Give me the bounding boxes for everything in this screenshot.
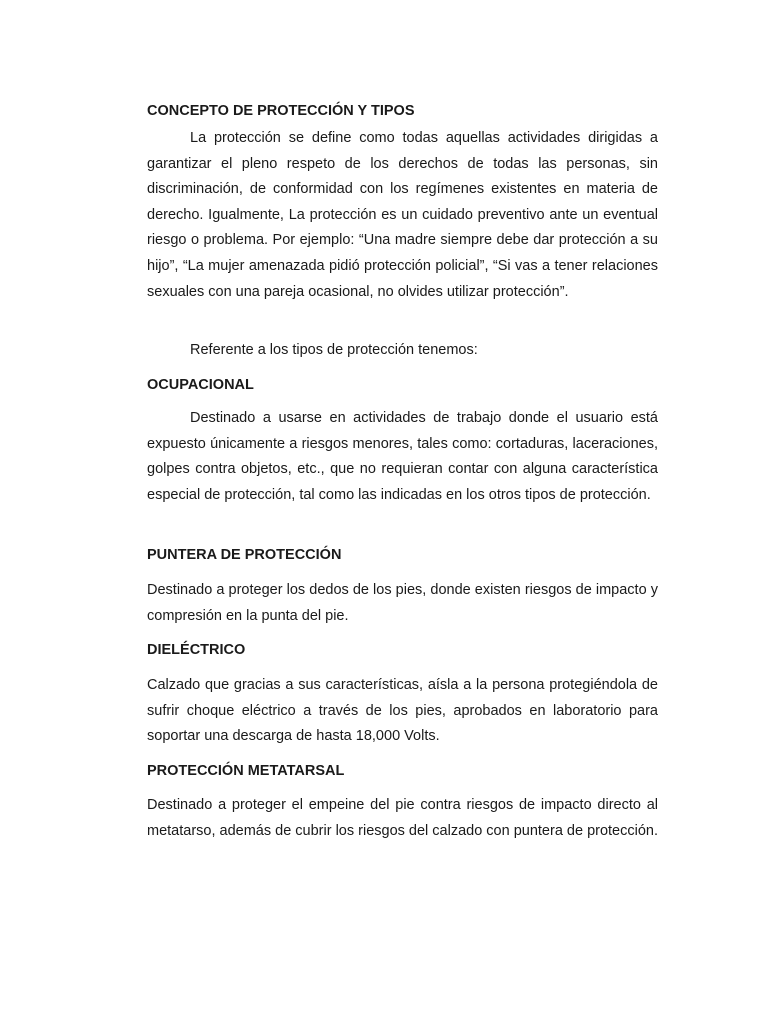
section-heading-puntera: PUNTERA DE PROTECCIÓN <box>147 547 342 563</box>
section-text-metatarsal: Destinado a proteger el empeine del pie contra riesgos de impacto directo al metatarso, además de cubrir los riesgos del calzado con puntera de protección. <box>147 797 659 839</box>
section-text-puntera: Destinado a proteger los dedos de los pies, donde existen riesgos de impacto y compresión en la punta del pie. <box>147 582 658 624</box>
section-heading-metatarsal: PROTECCIÓN METATARSAL <box>147 763 345 779</box>
section-text-ocupacional: Destinado a usarse en actividades de trabajo donde el usuario está expuesto únicamente a riesgos menores, tales como: cortaduras, laceraciones, golpes contra objetos, etc., que no requieran contar con alguna característica especial de protección, tal como las indicadas en los otros tipos de protección. <box>147 410 658 503</box>
section-heading-ocupacional: OCUPACIONAL <box>147 377 254 393</box>
section-heading-dielectrico: DIELÉCTRICO <box>147 642 246 658</box>
section-text-dielectrico: Calzado que gracias a sus características, aísla a la persona protegiéndola de sufrir choque eléctrico a través de los pies, aprobados en laboratorio para soportar una descarga de hasta 18,000 Volts. <box>147 677 658 745</box>
types-intro-paragraph: Referente a los tipos de protección tenemos: <box>190 342 478 358</box>
intro-paragraph: La protección se define como todas aquellas actividades dirigidas a garantizar el pleno respeto de los derechos de todas las personas, sin discriminación, de conformidad con los regímenes existentes en materia de derecho. Igualmente, La protección es un cuidado preventivo ante un eventual riesgo o problema. Por ejemplo: “Una madre siempre debe dar protección a su hijo”, “La mujer amenazada pidió protección policial”, “Si vas a tener relaciones sexuales con una pareja ocasional, no olvides utilizar protección”. <box>147 130 658 300</box>
document-title: CONCEPTO DE PROTECCIÓN Y TIPOS <box>147 103 415 119</box>
